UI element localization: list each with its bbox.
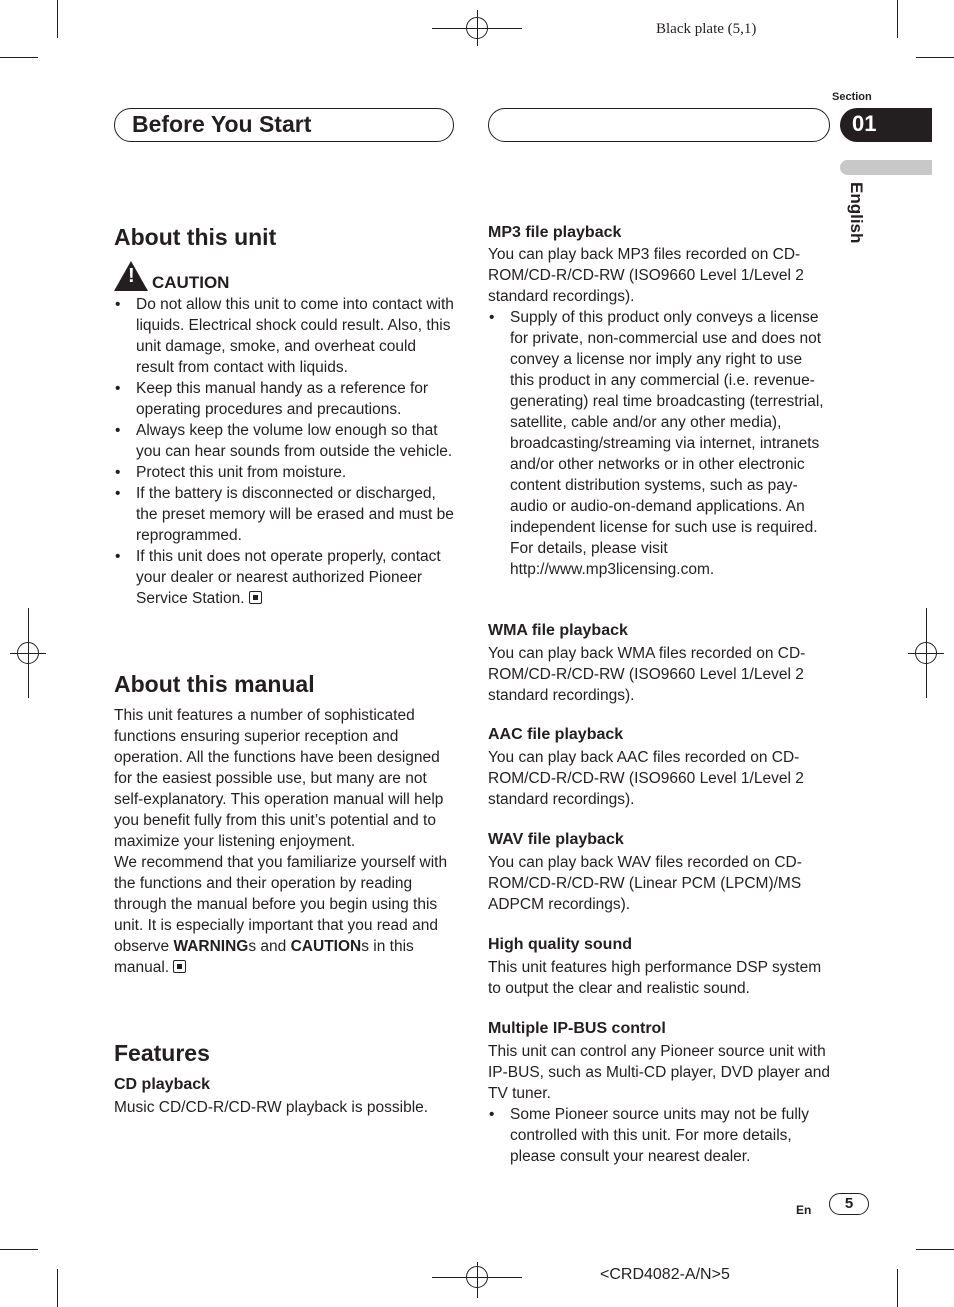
exclamation-icon: !: [128, 265, 135, 287]
crop-mark: [57, 0, 58, 38]
list-item: • Do not allow this unit to come into contact with liquids. Electrical shock could result. Also, this unit damage, smoke, and overheat could result from contact with liquids.: [114, 294, 456, 378]
list-item: • Some Pioneer source units may not be fully controlled with this unit. For more details, please consult your nearest dealer.: [488, 1104, 830, 1167]
page-number: 5: [829, 1193, 869, 1215]
wav-heading: WAV file playback: [488, 831, 624, 848]
cd-playback-heading: CD playback: [114, 1076, 211, 1093]
list-item: • Keep this manual handy as a reference for operating procedures and precautions.: [114, 378, 456, 420]
cd-playback-text: Music CD/CD-R/CD-RW playback is possible.: [114, 1099, 429, 1116]
mp3-license-url: http://www.mp3licensing.com.: [510, 561, 715, 578]
crop-mark: [897, 1269, 898, 1307]
crop-mark: [57, 1269, 58, 1307]
language-label: English: [847, 182, 866, 244]
about-manual-text: [114, 705, 456, 978]
hq-sound-text: This unit features high performance DSP system to output the clear and realistic sound.: [488, 959, 822, 997]
list-item: • If the battery is disconnected or discharged, the preset memory will be erased and must be reprogrammed.: [114, 483, 456, 546]
about-unit-heading: About this unit: [114, 224, 277, 250]
aac-heading: AAC file playback: [488, 726, 624, 743]
ipbus-text: [488, 1041, 830, 1167]
crop-mark: [916, 57, 954, 58]
paragraph: We recommend that you familiarize yourself with the functions and their operation by reading through the manual before you begin using this unit. It is especially important that you read and observe WARNINGs and CAUTIONs in this manual.: [114, 854, 448, 976]
registration-mark: [466, 1266, 488, 1288]
mp3-heading: MP3 file playback: [488, 224, 622, 241]
list-item: • If this unit does not operate properly, contact your dealer or nearest authorized Pioneer Service Station.: [114, 546, 456, 609]
registration-mark: [17, 642, 39, 664]
warning-word: WARNING: [173, 938, 249, 955]
crop-mark: [916, 1249, 954, 1250]
list-item: • Protect this unit from moisture.: [114, 462, 456, 483]
crop-mark: [0, 57, 38, 58]
chapter-title: Before You Start: [132, 111, 312, 137]
about-manual-heading: About this manual: [114, 671, 315, 697]
list-item: • Supply of this product only conveys a license for private, non-commercial use and does not convey a license nor imply any right to use this product in any commercial (i.e. revenue-generating) real time broadcasting (terrestrial, satellite, cable and/or any other media), broadcasting/streaming via internet, intranets and/or other networks or in other electronic content distribution systems, such as pay-audio or audio-on-demand applications. An independent license for such use is required. For details, please visit http://www.mp3licensing.com.: [488, 307, 830, 580]
caution-list: [114, 294, 456, 609]
paragraph: This unit can control any Pioneer source unit with IP-BUS, such as Multi-CD player, DVD player and TV tuner.: [488, 1043, 830, 1102]
chapter-title-pill: [114, 108, 454, 142]
wav-text: You can play back WAV files recorded on CD-ROM/CD-R/CD-RW (Linear PCM (LPCM)/MS ADPCM recordings).: [488, 854, 802, 913]
plate-label: Black plate (5,1): [656, 21, 757, 37]
registration-mark: [915, 642, 937, 664]
section-label: Section: [832, 91, 872, 103]
section-number-tab: [840, 108, 932, 142]
list-item: • Always keep the volume low enough so that you can hear sounds from outside the vehicle.: [114, 420, 456, 462]
crop-mark: [0, 1249, 38, 1250]
language-code: En: [796, 1203, 812, 1217]
paragraph: You can play back MP3 files recorded on CD-ROM/CD-R/CD-RW (ISO9660 Level 1/Level 2 standard recordings).: [488, 246, 804, 305]
aac-text: You can play back AAC files recorded on CD-ROM/CD-R/CD-RW (ISO9660 Level 1/Level 2 standard recordings).: [488, 749, 804, 808]
end-mark-icon: [249, 591, 262, 604]
header-empty-pill: [488, 108, 830, 142]
features-heading: Features: [114, 1040, 210, 1066]
end-mark-icon: [173, 960, 186, 973]
caution-word: CAUTION: [290, 938, 362, 955]
registration-mark: [466, 17, 488, 39]
wma-heading: WMA file playback: [488, 622, 628, 639]
document-code: <CRD4082-A/N>5: [600, 1266, 730, 1283]
language-tab-bar: [840, 160, 932, 175]
wma-text: You can play back WMA files recorded on CD-ROM/CD-R/CD-RW (ISO9660 Level 1/Level 2 standard recordings).: [488, 645, 806, 704]
paragraph: This unit features a number of sophisticated functions ensuring superior reception and operation. All the functions have been designed for the easiest possible use, but many are not self-explanatory. This operation manual will help you benefit fully from this unit’s potential and to maximize your listening enjoyment.: [114, 707, 444, 850]
caution-label: CAUTION: [152, 273, 230, 292]
section-number: 01: [852, 111, 877, 136]
ipbus-heading: Multiple IP-BUS control: [488, 1020, 666, 1037]
hq-sound-heading: High quality sound: [488, 936, 632, 953]
mp3-text: [488, 244, 830, 580]
crop-mark: [897, 0, 898, 38]
